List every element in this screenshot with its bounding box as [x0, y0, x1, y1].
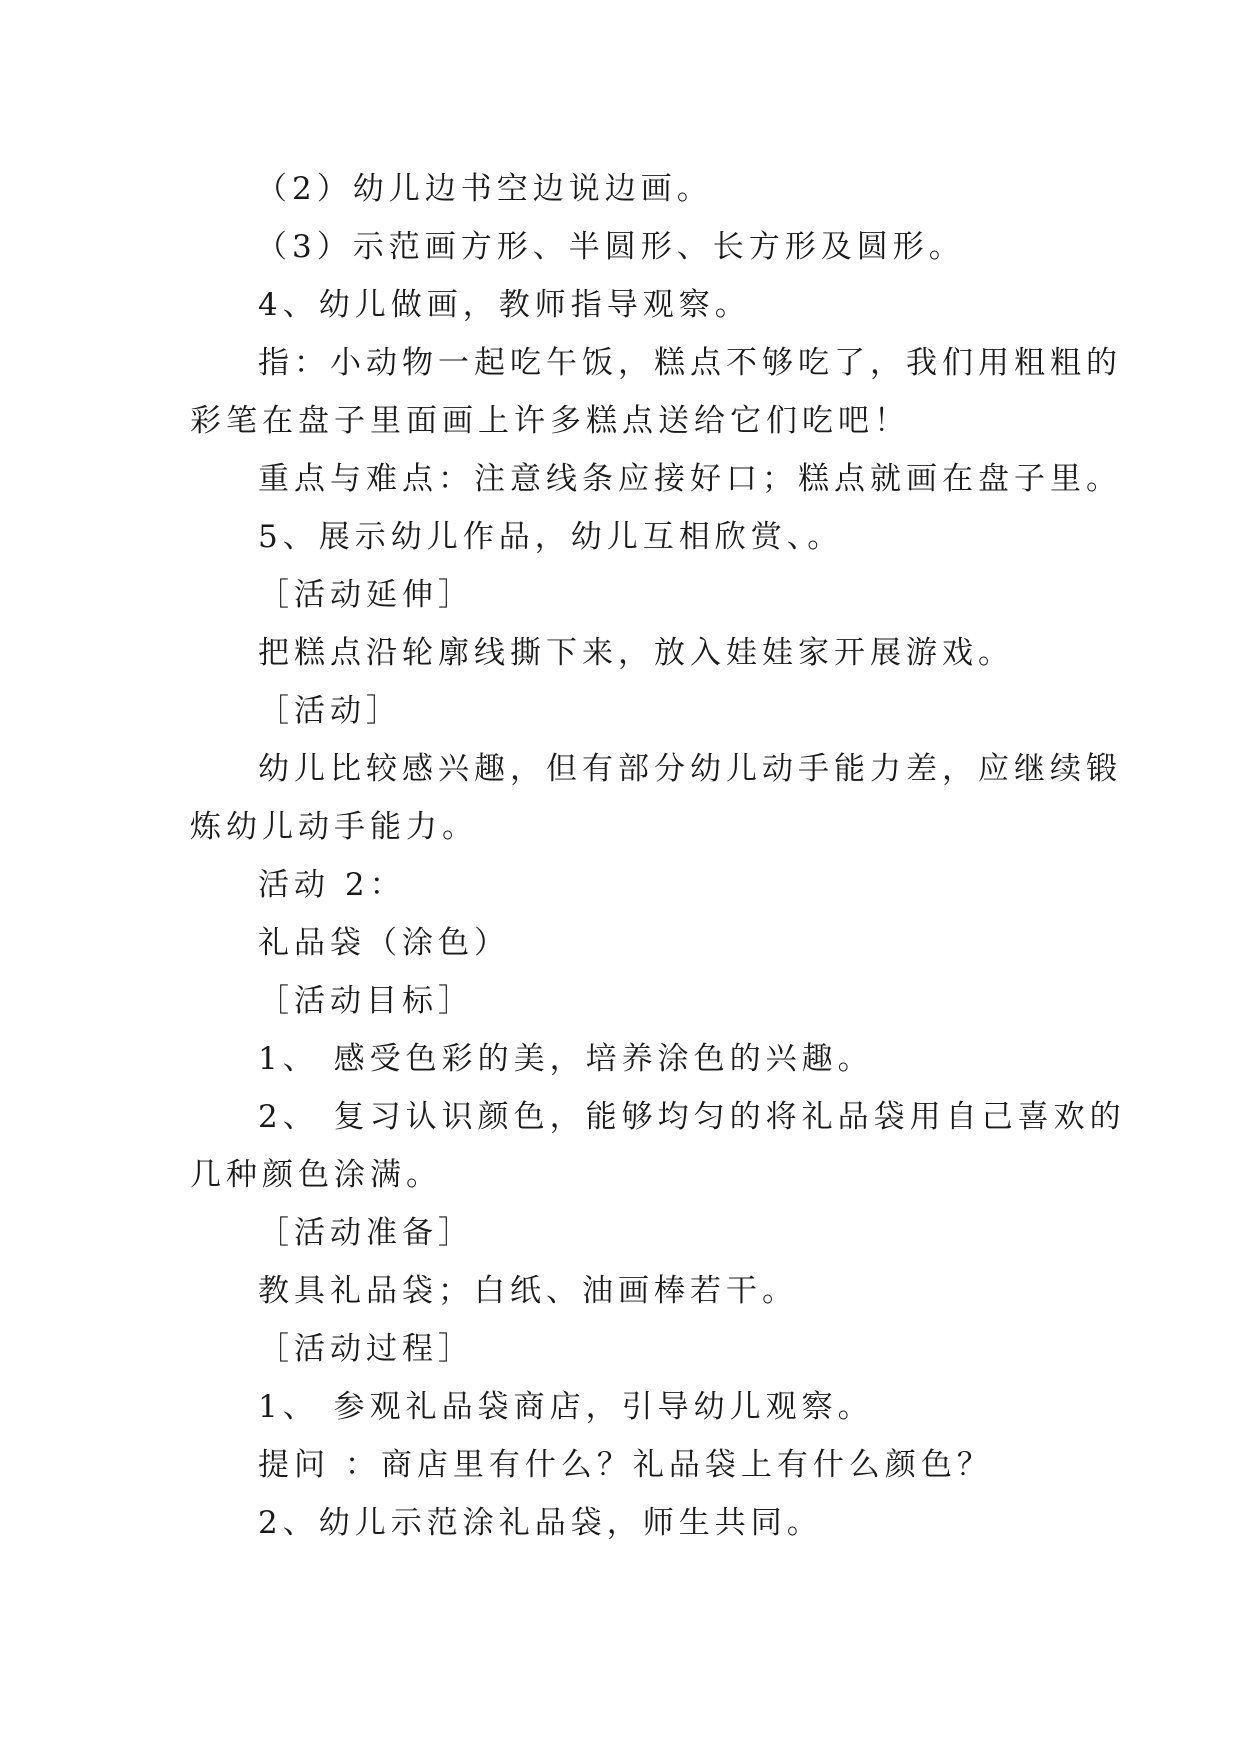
- document-body: [190, 160, 1126, 1552]
- paragraph-extension: 把糕点沿轮廓线撕下来，放入娃娃家开展游戏。: [258, 635, 1014, 671]
- heading-activity: ［活动］: [258, 693, 402, 729]
- paragraph-reflection-line-1: 幼儿比较感兴趣，但有部分幼儿动手能力差，应继续锻: [258, 751, 1122, 787]
- process-step-1: 1、 参观礼品袋商店，引导幼儿观察。: [258, 1389, 874, 1425]
- paragraph-step-2: （2）幼儿边书空边说边画。: [256, 171, 713, 207]
- paragraph-instruction-line-2: 彩笔在盘子里面画上许多糕点送给它们吃吧！: [190, 403, 910, 439]
- goal-item-2-line-1: 2、 复习认识颜色，能够均匀的将礼品袋用自己喜欢的: [258, 1099, 1126, 1135]
- process-question: 提问 ：商店里有什么？礼品袋上有什么颜色？: [258, 1447, 993, 1483]
- heading-activity-preparation: ［活动准备］: [258, 1215, 474, 1251]
- goal-item-1: 1、 感受色彩的美，培养涂色的兴趣。: [258, 1041, 874, 1077]
- heading-activity-goals: ［活动目标］: [258, 983, 474, 1019]
- heading-activity-2: 活动 2：: [258, 867, 406, 903]
- paragraph-preparation: 教具礼品袋；白纸、油画棒若干。: [258, 1273, 798, 1309]
- process-step-2: 2、幼儿示范涂礼品袋，师生共同。: [258, 1505, 823, 1541]
- paragraph-step-3: （3）示范画方形、半圆形、长方形及圆形。: [256, 229, 965, 265]
- paragraph-reflection-line-2: 炼幼儿动手能力。: [190, 809, 478, 845]
- heading-activity-extension: ［活动延伸］: [258, 577, 474, 613]
- paragraph-step-4: 4、幼儿做画，教师指导观察。: [258, 287, 751, 323]
- paragraph-step-5: 5、展示幼儿作品，幼儿互相欣赏、。: [258, 519, 844, 555]
- goal-item-2-line-2: 几种颜色涂满。: [190, 1157, 442, 1193]
- activity-title: 礼品袋（涂色）: [258, 925, 510, 961]
- heading-activity-process: ［活动过程］: [258, 1331, 474, 1367]
- paragraph-instruction-line-1: 指：小动物一起吃午饭，糕点不够吃了，我们用粗粗的: [258, 345, 1122, 381]
- paragraph-key-points: 重点与难点：注意线条应接好口；糕点就画在盘子里。: [258, 461, 1122, 497]
